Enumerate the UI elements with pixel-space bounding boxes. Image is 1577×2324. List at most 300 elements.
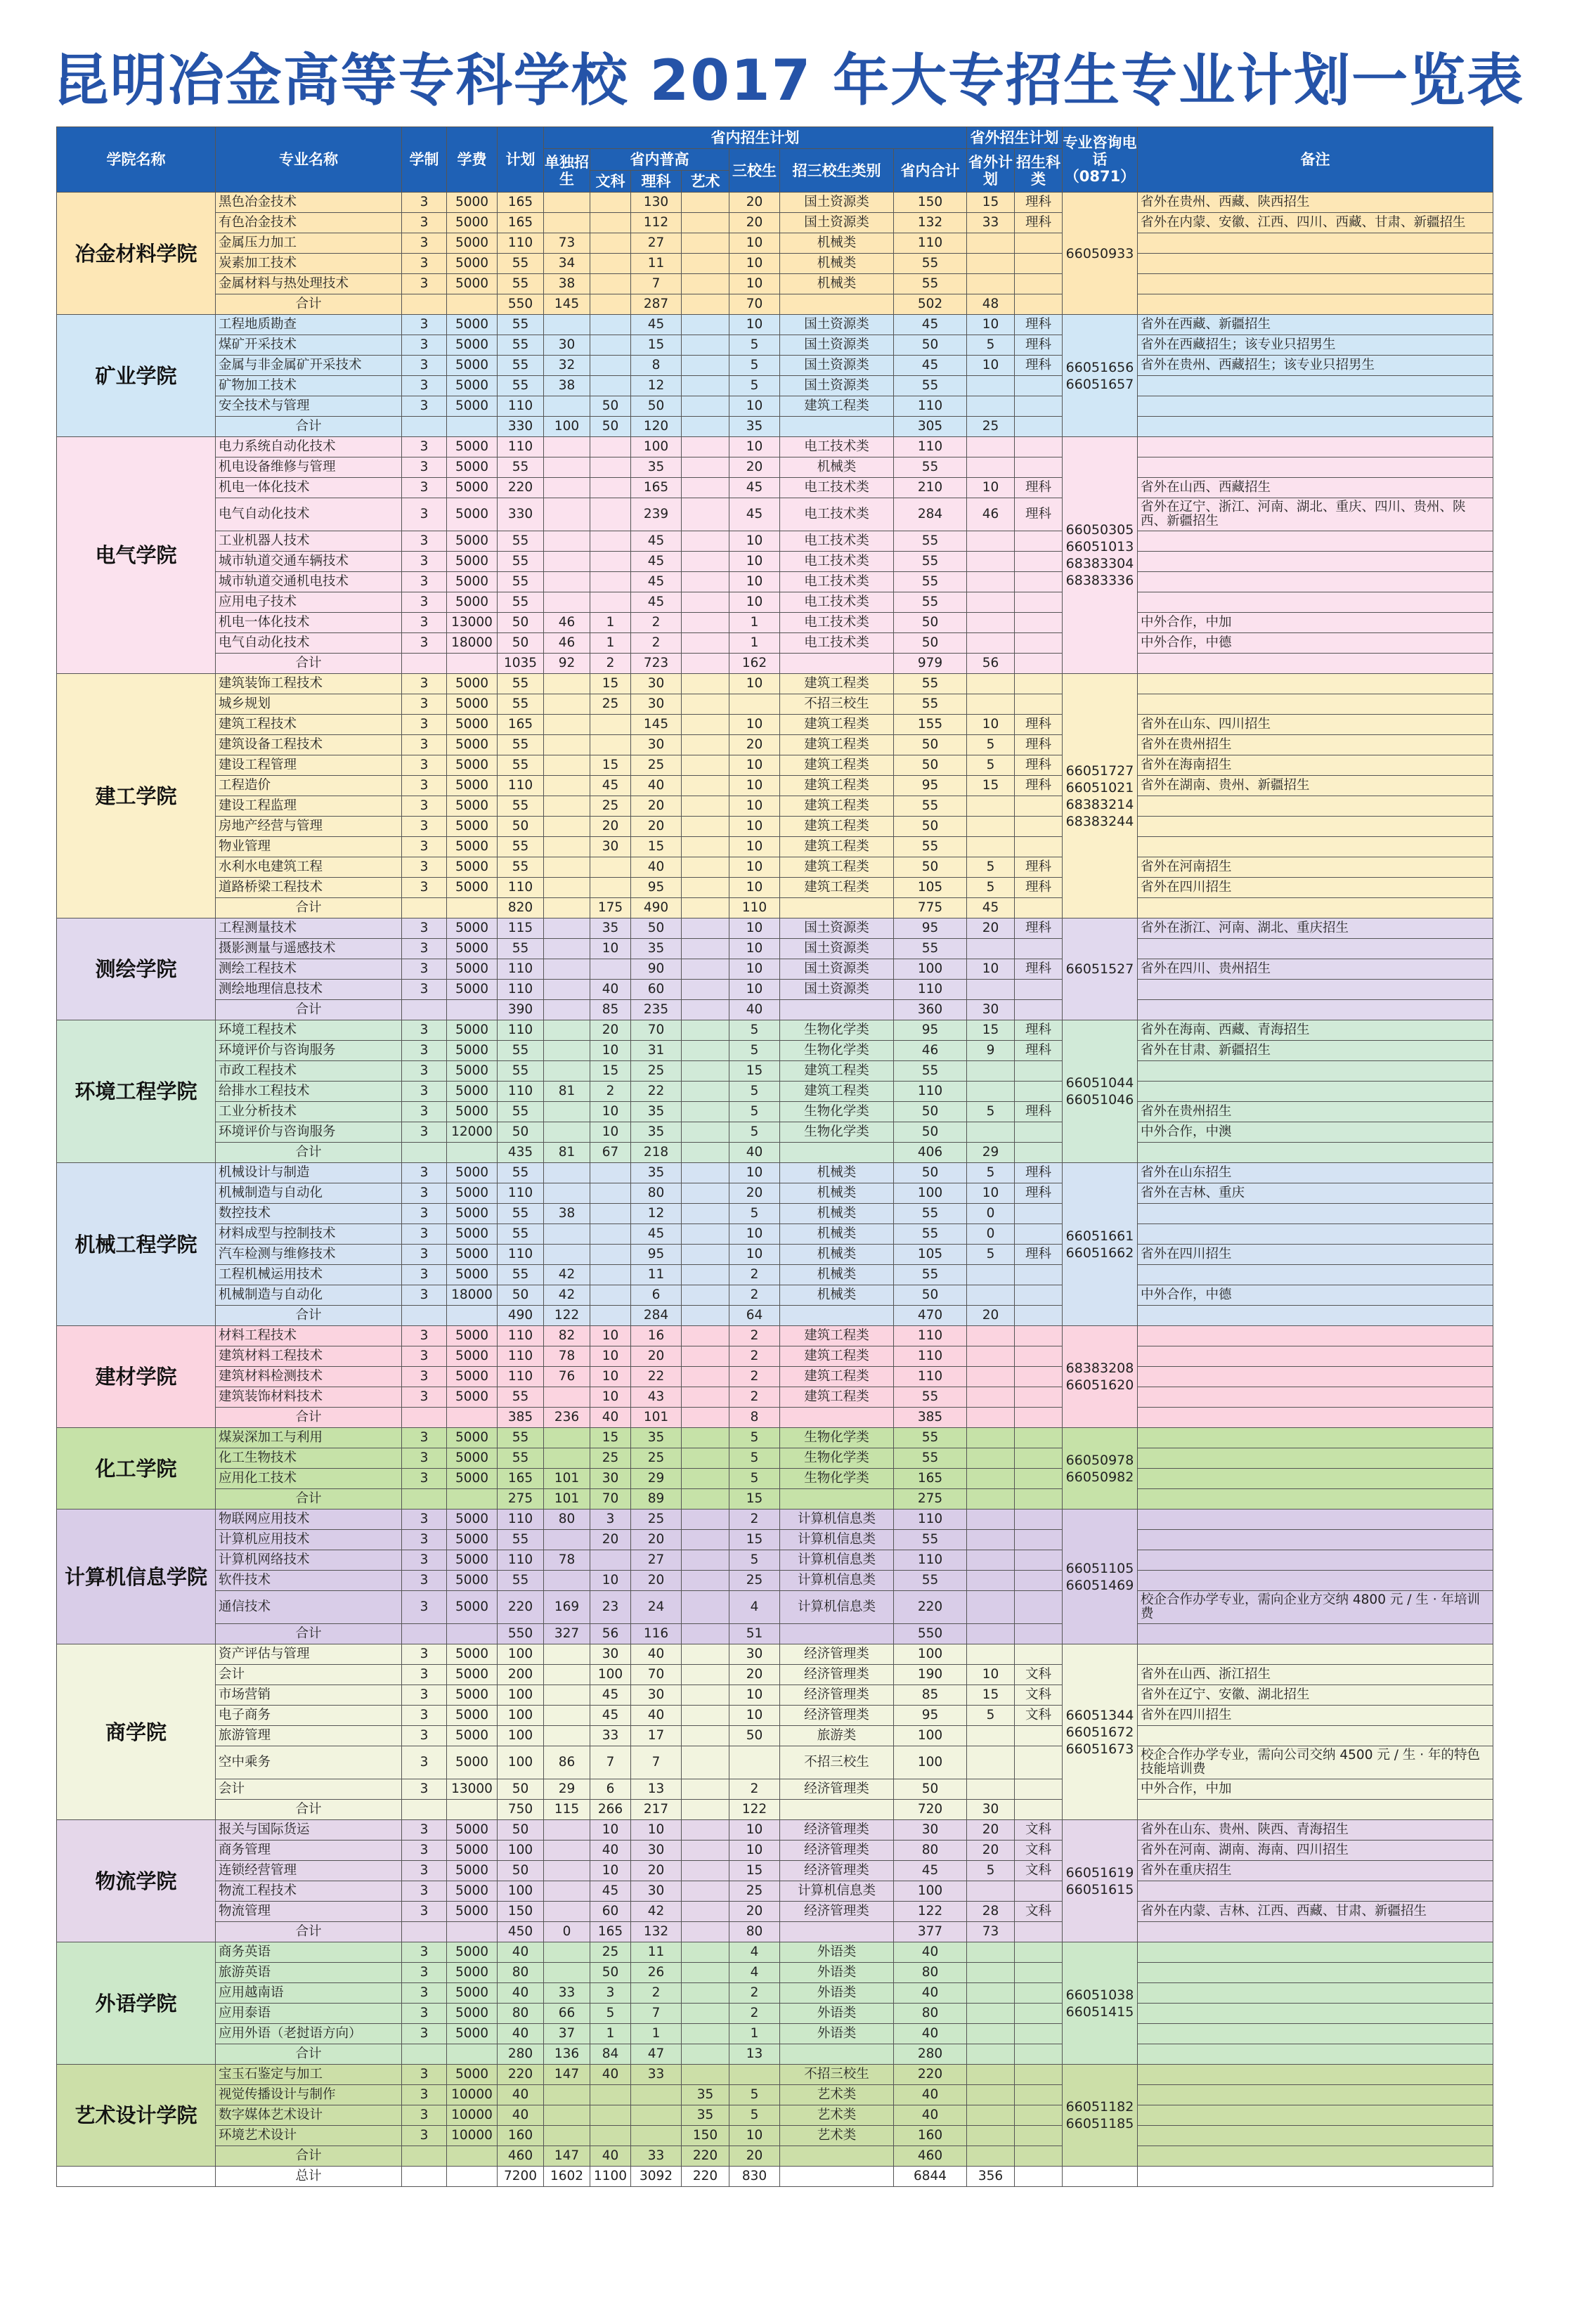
cell-arts — [590, 572, 631, 592]
cell-years: 3 — [402, 1346, 447, 1367]
cell-science: 3092 — [631, 2167, 682, 2187]
cell-science: 26 — [631, 1963, 682, 1983]
cell-out-plan: 33 — [967, 213, 1015, 233]
cell-art — [682, 1428, 729, 1448]
cell-arts: 2 — [590, 654, 631, 674]
cell-fee: 5000 — [447, 315, 498, 335]
cell-three-cat — [780, 1624, 894, 1644]
cell-in-total: 100 — [894, 1746, 967, 1779]
cell-fee — [447, 2044, 498, 2065]
cell-years — [402, 2146, 447, 2167]
cell-out-subject — [1015, 1469, 1063, 1489]
table-row — [57, 1779, 1493, 1800]
cell-three: 5 — [729, 1041, 780, 1061]
cell-out-subject: 理科 — [1015, 857, 1063, 878]
cell-fee: 5000 — [447, 796, 498, 817]
cell-arts: 10 — [590, 1820, 631, 1841]
cell-art — [682, 1665, 729, 1685]
cell-arts: 10 — [590, 939, 631, 959]
cell-art — [682, 531, 729, 552]
cell-years: 3 — [402, 1224, 447, 1245]
table-row — [57, 376, 1493, 396]
cell-in-total: 50 — [894, 1285, 967, 1306]
cell-out-plan — [967, 376, 1015, 396]
cell-fee — [447, 1922, 498, 1942]
cell-three — [729, 2065, 780, 2085]
cell-fee: 5000 — [447, 694, 498, 715]
cell-arts — [590, 1306, 631, 1326]
cell-out-subject: 文科 — [1015, 1706, 1063, 1726]
cell-plan: 40 — [498, 2105, 544, 2126]
cell-years — [402, 294, 447, 315]
cell-notes — [1138, 1469, 1493, 1489]
cell-notes: 中外合作，中加 — [1138, 1779, 1493, 1800]
cell-years: 3 — [402, 274, 447, 294]
cell-art: 220 — [682, 2146, 729, 2167]
cell-arts: 40 — [590, 1408, 631, 1428]
cell-notes: 省外在河南招生 — [1138, 857, 1493, 878]
cell-single — [544, 1706, 590, 1726]
cell-science: 490 — [631, 898, 682, 918]
cell-out-plan: 356 — [967, 2167, 1015, 2187]
cell-science: 24 — [631, 1591, 682, 1624]
cell-fee: 5000 — [447, 1163, 498, 1183]
cell-major: 资产评估与管理 — [216, 1644, 402, 1665]
cell-major: 计算机应用技术 — [216, 1530, 402, 1550]
cell-three-cat: 机械类 — [780, 1265, 894, 1285]
cell-major: 旅游管理 — [216, 1726, 402, 1746]
cell-major: 连锁经营管理 — [216, 1861, 402, 1881]
cell-plan: 330 — [498, 417, 544, 437]
cell-fee: 5000 — [447, 233, 498, 254]
cell-three: 2 — [729, 1326, 780, 1346]
cell-arts — [590, 857, 631, 878]
cell-years: 3 — [402, 980, 447, 1000]
cell-notes: 校企合作办学专业，需向公司交纳 4500 元 / 生 · 年的特色技能培训费 — [1138, 1746, 1493, 1779]
cell-in-total: 50 — [894, 1779, 967, 1800]
cell-three: 10 — [729, 1841, 780, 1861]
cell-single — [544, 1448, 590, 1469]
cell-out-subject — [1015, 654, 1063, 674]
cell-plan: 385 — [498, 1408, 544, 1428]
cell-in-total: 80 — [894, 1841, 967, 1861]
cell-arts: 165 — [590, 1922, 631, 1942]
cell-three-cat: 旅游类 — [780, 1726, 894, 1746]
cell-in-total: 132 — [894, 213, 967, 233]
cell-three: 10 — [729, 837, 780, 857]
cell-art — [682, 1306, 729, 1326]
cell-three: 40 — [729, 1143, 780, 1163]
cell-fee: 5000 — [447, 1861, 498, 1881]
cell-out-subject — [1015, 980, 1063, 1000]
cell-science: 7 — [631, 1746, 682, 1779]
cell-plan: 110 — [498, 980, 544, 1000]
cell-arts: 15 — [590, 1428, 631, 1448]
cell-arts: 85 — [590, 1000, 631, 1020]
cell-fee: 5000 — [447, 498, 498, 531]
cell-arts — [590, 959, 631, 980]
table-row — [57, 776, 1493, 796]
cell-plan: 165 — [498, 715, 544, 735]
cell-years: 3 — [402, 1265, 447, 1285]
cell-notes — [1138, 1448, 1493, 1469]
cell-in-total: 460 — [894, 2146, 967, 2167]
cell-plan: 275 — [498, 1489, 544, 1510]
cell-three: 1 — [729, 633, 780, 654]
cell-years: 3 — [402, 1942, 447, 1963]
cell-in-total: 55 — [894, 674, 967, 694]
college-name: 计算机信息学院 — [57, 1510, 216, 1644]
cell-major: 道路桥梁工程技术 — [216, 878, 402, 898]
cell-art — [682, 2044, 729, 2065]
cell-arts — [590, 213, 631, 233]
cell-science: 20 — [631, 796, 682, 817]
cell-art — [682, 1726, 729, 1746]
cell-art — [682, 1082, 729, 1102]
table-row — [57, 1285, 1493, 1306]
cell-in-total: 360 — [894, 1000, 967, 1020]
cell-major: 工程机械运用技术 — [216, 1265, 402, 1285]
cell-arts: 30 — [590, 837, 631, 857]
cell-single — [544, 1000, 590, 1020]
cell-science: 239 — [631, 498, 682, 531]
cell-major: 合计 — [216, 2146, 402, 2167]
grand-total-blank — [57, 2167, 216, 2187]
cell-science: 132 — [631, 1922, 682, 1942]
cell-in-total: 55 — [894, 1448, 967, 1469]
cell-arts: 6 — [590, 1779, 631, 1800]
cell-single — [544, 755, 590, 776]
cell-years: 3 — [402, 1163, 447, 1183]
cell-in-total: 55 — [894, 1387, 967, 1408]
cell-in-total: 50 — [894, 1163, 967, 1183]
table-row — [57, 633, 1493, 654]
table-row — [57, 613, 1493, 633]
cell-out-plan — [967, 613, 1015, 633]
cell-major: 机械设计与制造 — [216, 1163, 402, 1183]
cell-in-total: 280 — [894, 2044, 967, 2065]
cell-plan: 40 — [498, 2085, 544, 2105]
cell-major: 环境评价与咨询服务 — [216, 1122, 402, 1143]
cell-out-plan: 10 — [967, 1183, 1015, 1204]
cell-single: 169 — [544, 1591, 590, 1624]
cell-years: 3 — [402, 613, 447, 633]
cell-three: 20 — [729, 1665, 780, 1685]
cell-notes — [1138, 817, 1493, 837]
cell-three: 50 — [729, 1726, 780, 1746]
cell-fee: 5000 — [447, 1726, 498, 1746]
cell-single: 100 — [544, 417, 590, 437]
grand-total-row — [57, 2167, 1493, 2187]
cell-single: 0 — [544, 1922, 590, 1942]
cell-years: 3 — [402, 1020, 447, 1041]
header-single: 单独招生 — [544, 149, 590, 193]
cell-single — [544, 396, 590, 417]
cell-plan: 55 — [498, 572, 544, 592]
cell-three-cat: 经济管理类 — [780, 1820, 894, 1841]
cell-notes — [1138, 1530, 1493, 1550]
table-row — [57, 1428, 1493, 1448]
table-row — [57, 1983, 1493, 2004]
college-name: 商学院 — [57, 1644, 216, 1820]
cell-arts: 100 — [590, 1665, 631, 1685]
cell-three: 20 — [729, 735, 780, 755]
cell-art — [682, 478, 729, 498]
cell-three: 1 — [729, 613, 780, 633]
cell-notes: 省外在辽宁、浙江、河南、湖北、重庆、四川、贵州、陕西、新疆招生 — [1138, 498, 1493, 531]
cell-fee — [447, 1143, 498, 1163]
cell-major: 计算机网络技术 — [216, 1550, 402, 1571]
cell-science: 40 — [631, 776, 682, 796]
cell-years: 3 — [402, 633, 447, 654]
cell-years: 3 — [402, 531, 447, 552]
cell-notes: 省外在山东、四川招生 — [1138, 715, 1493, 735]
table-row — [57, 1082, 1493, 1102]
cell-single — [544, 478, 590, 498]
cell-three: 10 — [729, 959, 780, 980]
cell-out-subject — [1015, 939, 1063, 959]
cell-single: 81 — [544, 1143, 590, 1163]
cell-art — [682, 715, 729, 735]
cell-notes — [1138, 457, 1493, 478]
cell-in-total: 55 — [894, 694, 967, 715]
cell-out-plan: 20 — [967, 918, 1015, 939]
cell-three: 20 — [729, 1902, 780, 1922]
cell-out-plan — [967, 1326, 1015, 1346]
cell-single: 80 — [544, 1510, 590, 1530]
cell-arts — [590, 878, 631, 898]
cell-three-cat: 国土资源类 — [780, 356, 894, 376]
cell-three: 8 — [729, 1408, 780, 1428]
consult-phone: 66050933 — [1063, 193, 1138, 315]
cell-three-cat — [780, 2146, 894, 2167]
cell-three: 4 — [729, 1591, 780, 1624]
cell-years: 3 — [402, 233, 447, 254]
cell-out-subject — [1015, 1726, 1063, 1746]
cell-out-subject: 理科 — [1015, 735, 1063, 755]
cell-plan: 40 — [498, 1983, 544, 2004]
cell-fee: 5000 — [447, 776, 498, 796]
cell-arts: 50 — [590, 1963, 631, 1983]
cell-years: 3 — [402, 2024, 447, 2044]
cell-years: 3 — [402, 356, 447, 376]
cell-major: 合计 — [216, 1489, 402, 1510]
header-fee: 学费 — [447, 127, 498, 193]
cell-plan: 110 — [498, 1367, 544, 1387]
cell-years: 3 — [402, 857, 447, 878]
cell-art — [682, 1245, 729, 1265]
cell-major: 机电一体化技术 — [216, 613, 402, 633]
cell-science: 13 — [631, 1779, 682, 1800]
cell-in-total: 110 — [894, 233, 967, 254]
cell-single — [544, 592, 590, 613]
cell-three: 10 — [729, 552, 780, 572]
cell-single: 92 — [544, 654, 590, 674]
cell-three: 110 — [729, 898, 780, 918]
cell-single: 32 — [544, 356, 590, 376]
cell-three-cat: 不招三校生 — [780, 1746, 894, 1779]
cell-science: 25 — [631, 1448, 682, 1469]
cell-out-plan — [967, 274, 1015, 294]
cell-major: 应用外语（老挝语方向） — [216, 2024, 402, 2044]
cell-out-subject — [1015, 837, 1063, 857]
table-row — [57, 959, 1493, 980]
cell-fee — [447, 654, 498, 674]
cell-notes — [1138, 1265, 1493, 1285]
cell-art — [682, 1530, 729, 1550]
subtotal-row — [57, 1000, 1493, 1020]
consult-phone: 68383208 66051620 — [1063, 1326, 1138, 1428]
cell-plan: 330 — [498, 498, 544, 531]
cell-arts: 23 — [590, 1591, 631, 1624]
cell-fee: 5000 — [447, 1020, 498, 1041]
cell-science: 120 — [631, 417, 682, 437]
cell-years: 3 — [402, 1861, 447, 1881]
cell-out-plan: 45 — [967, 898, 1015, 918]
cell-years: 3 — [402, 1963, 447, 1983]
cell-art: 35 — [682, 2085, 729, 2105]
cell-science: 284 — [631, 1306, 682, 1326]
cell-notes: 省外在重庆招生 — [1138, 1861, 1493, 1881]
cell-fee: 5000 — [447, 1469, 498, 1489]
table-row — [57, 1571, 1493, 1591]
cell-three: 10 — [729, 1245, 780, 1265]
college-name: 机械工程学院 — [57, 1163, 216, 1326]
table-row — [57, 1963, 1493, 1983]
cell-in-total: 45 — [894, 1861, 967, 1881]
cell-out-subject: 理科 — [1015, 315, 1063, 335]
cell-notes: 省外在河南、湖南、海南、四川招生 — [1138, 1841, 1493, 1861]
cell-plan: 100 — [498, 1706, 544, 1726]
cell-out-subject — [1015, 1326, 1063, 1346]
cell-science — [631, 2085, 682, 2105]
cell-plan: 280 — [498, 2044, 544, 2065]
cell-fee: 5000 — [447, 2065, 498, 2085]
cell-years: 3 — [402, 1820, 447, 1841]
cell-three-cat: 机械类 — [780, 1224, 894, 1245]
cell-years: 3 — [402, 2126, 447, 2146]
header-notes: 备注 — [1138, 127, 1493, 193]
cell-out-subject: 理科 — [1015, 715, 1063, 735]
cell-out-plan — [967, 1530, 1015, 1550]
cell-three-cat: 建筑工程类 — [780, 776, 894, 796]
cell-out-plan: 5 — [967, 1245, 1015, 1265]
cell-out-plan: 30 — [967, 1000, 1015, 1020]
cell-out-plan: 15 — [967, 776, 1015, 796]
cell-in-total: 100 — [894, 1726, 967, 1746]
cell-fee: 5000 — [447, 1428, 498, 1448]
cell-years: 3 — [402, 735, 447, 755]
cell-three-cat: 生物化学类 — [780, 1469, 894, 1489]
cell-plan: 55 — [498, 755, 544, 776]
subtotal-row — [57, 2044, 1493, 2065]
table-row — [57, 1122, 1493, 1143]
cell-out-subject — [1015, 1591, 1063, 1624]
cell-out-plan — [967, 1346, 1015, 1367]
cell-single: 147 — [544, 2146, 590, 2167]
cell-out-plan — [967, 939, 1015, 959]
table-row — [57, 315, 1493, 335]
cell-three — [729, 694, 780, 715]
cell-notes — [1138, 1000, 1493, 1020]
cell-notes — [1138, 654, 1493, 674]
cell-years: 3 — [402, 1550, 447, 1571]
cell-single — [544, 878, 590, 898]
cell-science: 33 — [631, 2146, 682, 2167]
table-row — [57, 1163, 1493, 1183]
cell-fee: 5000 — [447, 1820, 498, 1841]
cell-plan: 55 — [498, 1061, 544, 1082]
cell-fee: 5000 — [447, 592, 498, 613]
cell-arts: 67 — [590, 1143, 631, 1163]
cell-years: 3 — [402, 572, 447, 592]
cell-out-subject — [1015, 1000, 1063, 1020]
cell-in-total: 55 — [894, 1530, 967, 1550]
cell-science: 35 — [631, 457, 682, 478]
cell-major: 合计 — [216, 294, 402, 315]
cell-three-cat: 计算机信息类 — [780, 1510, 894, 1530]
cell-three: 10 — [729, 980, 780, 1000]
subtotal-row — [57, 654, 1493, 674]
cell-art — [682, 654, 729, 674]
table-row — [57, 531, 1493, 552]
cell-years — [402, 1489, 447, 1510]
cell-arts: 10 — [590, 1346, 631, 1367]
cell-fee: 5000 — [447, 1204, 498, 1224]
cell-major: 物联网应用技术 — [216, 1510, 402, 1530]
consult-phone: 66050305 66051013 68383304 68383336 — [1063, 437, 1138, 674]
cell-three-cat: 计算机信息类 — [780, 1591, 894, 1624]
cell-single — [544, 796, 590, 817]
cell-major: 数控技术 — [216, 1204, 402, 1224]
cell-in-total: 80 — [894, 1963, 967, 1983]
cell-art — [682, 1448, 729, 1469]
cell-years: 3 — [402, 437, 447, 457]
cell-out-subject — [1015, 233, 1063, 254]
cell-plan: 110 — [498, 396, 544, 417]
cell-three-cat: 电工技术类 — [780, 572, 894, 592]
cell-three: 10 — [729, 776, 780, 796]
cell-fee: 5000 — [447, 274, 498, 294]
cell-plan: 80 — [498, 1963, 544, 1983]
cell-out-subject: 理科 — [1015, 356, 1063, 376]
cell-three-cat — [780, 2167, 894, 2187]
cell-out-plan — [967, 796, 1015, 817]
cell-notes — [1138, 2167, 1493, 2187]
cell-out-subject — [1015, 1746, 1063, 1779]
cell-plan: 1035 — [498, 654, 544, 674]
cell-major: 合计 — [216, 1800, 402, 1820]
cell-plan: 55 — [498, 1041, 544, 1061]
cell-art — [682, 878, 729, 898]
cell-art — [682, 1367, 729, 1387]
cell-single: 136 — [544, 2044, 590, 2065]
cell-out-subject — [1015, 1644, 1063, 1665]
cell-out-plan — [967, 2044, 1015, 2065]
cell-art — [682, 1942, 729, 1963]
cell-science: 27 — [631, 1550, 682, 1571]
cell-fee: 5000 — [447, 1265, 498, 1285]
cell-out-subject — [1015, 1624, 1063, 1644]
cell-fee: 5000 — [447, 1530, 498, 1550]
cell-science: 218 — [631, 1143, 682, 1163]
cell-arts — [590, 437, 631, 457]
cell-three: 4 — [729, 1963, 780, 1983]
cell-in-total: 150 — [894, 193, 967, 213]
cell-three-cat: 计算机信息类 — [780, 1550, 894, 1571]
cell-in-total: 55 — [894, 376, 967, 396]
cell-single: 101 — [544, 1469, 590, 1489]
